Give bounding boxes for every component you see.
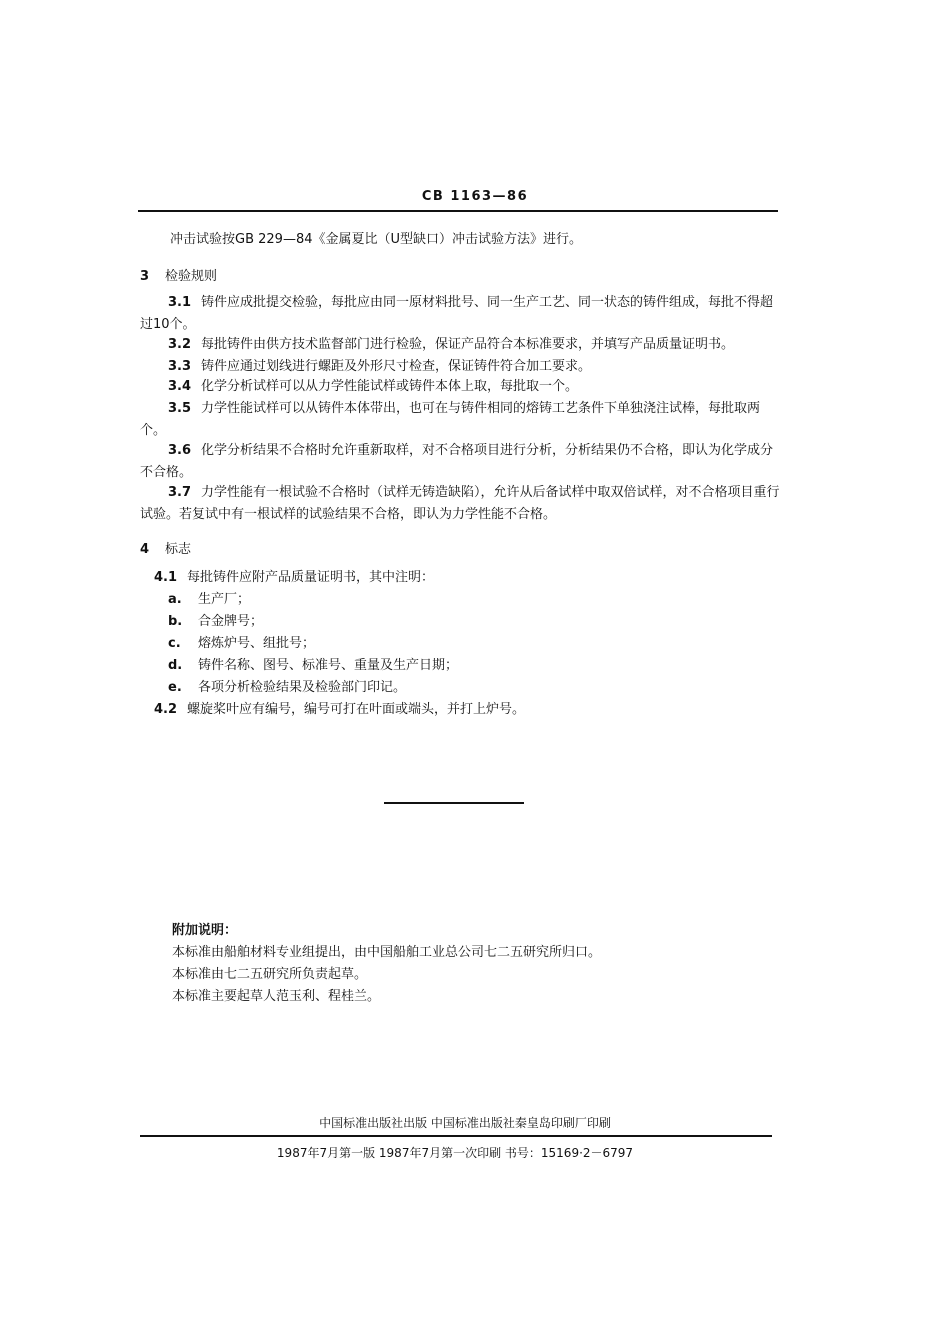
clause-text: 每批铸件应附产品质量证明书，其中注明： — [187, 570, 435, 585]
section-4-title: 标志 — [165, 542, 192, 557]
clause-number: 3.5 — [168, 401, 192, 416]
section-3-heading — [140, 265, 217, 284]
section-3-title: 检验规则 — [165, 269, 218, 284]
subitem-text: 生产厂； — [198, 592, 251, 607]
clause-text: 化学分析结果不合格时允许重新取样，对不合格项目进行分析，分析结果仍不合格，即认为化学成分不合格。 — [140, 443, 774, 480]
footer-edition: 1987年7月第一版 1987年7月第一次印刷 书号：15169·2－6797 — [276, 1146, 634, 1160]
subitem-label: a. — [168, 592, 182, 607]
clause-text: 铸件应通过划线进行螺距及外形尺寸检查，保证铸件符合加工要求。 — [201, 359, 592, 374]
subitem-c — [168, 632, 315, 651]
section-4-heading — [140, 538, 191, 557]
subitem-text: 合金牌号； — [198, 614, 264, 629]
subitem-a — [168, 588, 250, 607]
clause-4-2 — [154, 698, 525, 717]
section-3-number: 3 — [140, 269, 150, 284]
clause-3-2 — [140, 334, 780, 356]
clause-text: 螺旋桨叶应有编号，编号可打在叶面或端头，并打上炉号。 — [187, 702, 526, 717]
notes-block — [172, 920, 601, 1008]
intro-text: 冲击试验按GB 229—84《金属夏比（U型缺口）冲击试验方法》进行。 — [170, 232, 582, 247]
subitem-text: 各项分析检验结果及检验部门印记。 — [198, 680, 407, 695]
notes-line: 本标准由船舶材料专业组提出，由中国船舶工业总公司七二五研究所归口。 — [172, 945, 602, 960]
clause-number: 3.1 — [168, 295, 192, 310]
clause-number: 3.2 — [168, 337, 192, 352]
subitem-b — [168, 610, 263, 629]
clause-3-3 — [140, 356, 780, 378]
clause-text: 铸件应成批提交检验，每批应由同一原材料批号、同一生产工艺、同一状态的铸件组成，每批不得超过10个。 — [140, 295, 774, 332]
subitem-text: 铸件名称、图号、标准号、重量及生产日期； — [198, 658, 459, 673]
clause-number: 3.7 — [168, 485, 192, 500]
subitem-label: d. — [168, 658, 183, 673]
document-code: CB 1163—86 — [421, 189, 529, 204]
clause-text: 化学分析试样可以从力学性能试样或铸件本体上取，每批取一个。 — [201, 379, 579, 394]
subitem-label: c. — [168, 636, 181, 651]
footer-publisher: 中国标准出版社出版 中国标准出版社秦皇岛印刷厂印刷 — [319, 1116, 611, 1130]
clause-number: 3.4 — [168, 379, 192, 394]
subitem-d — [168, 654, 458, 673]
clause-text: 力学性能有一根试验不合格时（试样无铸造缺陷），允许从后备试样中取双倍试样，对不合格项目重行试验。若复试中有一根试样的试验结果不合格，即认为力学性能不合格。 — [140, 485, 780, 522]
clause-4-1 — [154, 566, 434, 585]
footer-rule — [140, 1135, 772, 1137]
notes-line: 本标准由七二五研究所负责起草。 — [172, 967, 368, 982]
clause-text: 每批铸件由供方技术监督部门进行检验，保证产品符合本标准要求，并填写产品质量证明书。 — [201, 337, 735, 352]
clause-text: 力学性能试样可以从铸件本体带出，也可在与铸件相同的熔铸工艺条件下单独浇注试棒，每批取两个。 — [140, 401, 761, 438]
subitem-label: e. — [168, 680, 182, 695]
subitem-label: b. — [168, 614, 183, 629]
section-4-number: 4 — [140, 542, 150, 557]
subitem-e — [168, 676, 406, 695]
clause-number: 3.3 — [168, 359, 192, 374]
notes-line: 本标准主要起草人范玉利、程桂兰。 — [172, 989, 381, 1004]
clause-number: 4.1 — [154, 570, 178, 585]
header-rule — [138, 210, 778, 212]
notes-title: 附加说明： — [172, 923, 238, 938]
clause-number: 4.2 — [154, 702, 178, 717]
clause-3-1 — [140, 292, 780, 336]
clause-number: 3.6 — [168, 443, 192, 458]
clause-3-7 — [140, 482, 780, 526]
clause-3-4 — [140, 376, 780, 398]
end-rule — [384, 802, 524, 804]
subitem-text: 熔炼炉号、组批号； — [198, 636, 316, 651]
clause-3-6 — [140, 440, 780, 484]
clause-3-5 — [140, 398, 780, 442]
